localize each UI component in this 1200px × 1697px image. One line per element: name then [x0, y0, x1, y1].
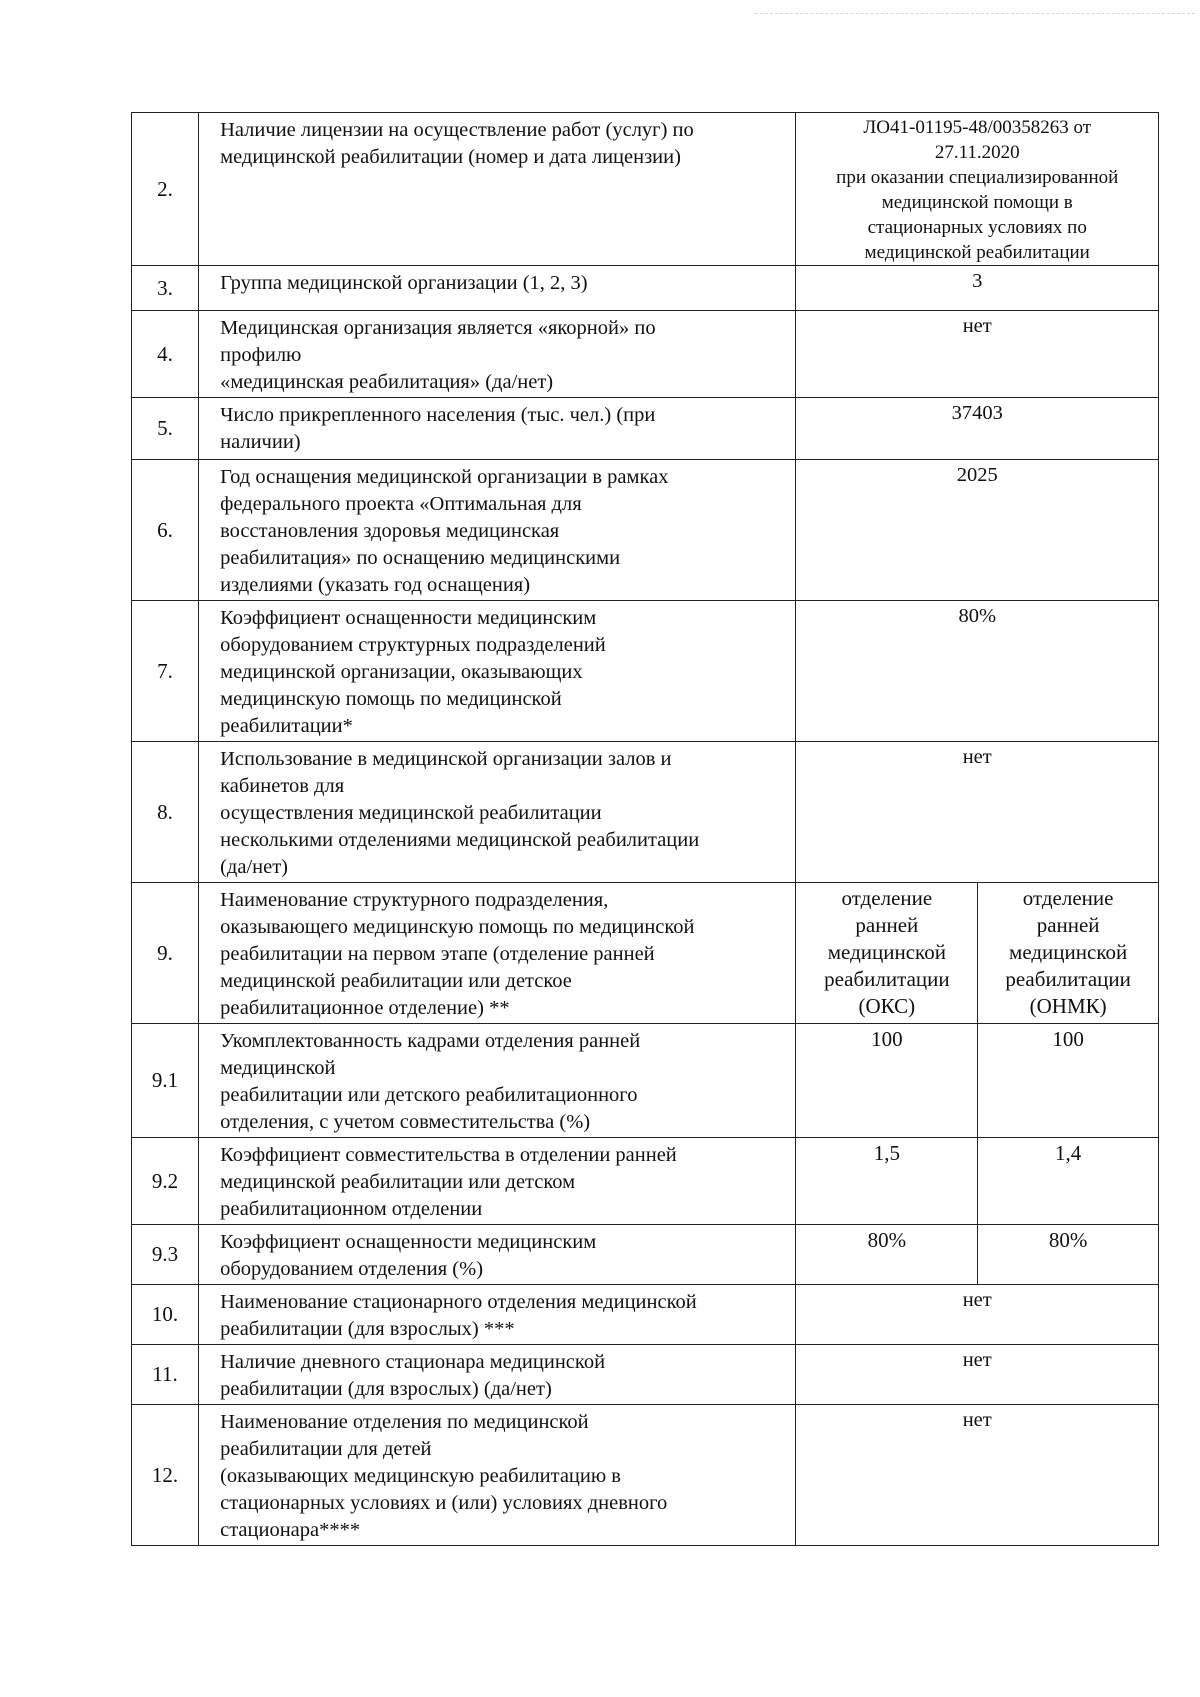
description-line: Использование в медицинской организации залов и	[220, 748, 672, 770]
description-line: федерального проекта «Оптимальная для	[220, 493, 582, 515]
row-value-onmk	[978, 883, 1159, 1024]
value-line: отделение	[1022, 886, 1114, 910]
description-line: профилю	[220, 344, 302, 366]
description-line: Наименование структурного подразделения,	[220, 889, 609, 911]
value-line: нет	[962, 746, 992, 768]
value-line: 80%	[867, 1228, 907, 1252]
value-line: реабилитации	[824, 967, 950, 991]
row-value-onmk	[978, 1138, 1159, 1225]
row-number: 4.	[132, 311, 199, 398]
row-description	[199, 742, 796, 883]
row-number: 8.	[132, 742, 199, 883]
row-value	[796, 742, 1159, 883]
rehabilitation-info-table	[131, 112, 1159, 1546]
row-value	[796, 311, 1159, 398]
description-line: Медицинская организация является «якорной» по	[220, 317, 656, 339]
value-line: ранней	[855, 913, 919, 937]
description-line: Наличие дневного стационара медицинской	[220, 1351, 606, 1373]
value-line: 100	[871, 1027, 903, 1051]
row-number: 9.3	[132, 1225, 199, 1285]
row-number: 2.	[132, 113, 199, 266]
description-line: оказывающего медицинскую помощь по медицинской	[220, 916, 695, 938]
row-number: 7.	[132, 601, 199, 742]
table-body	[132, 113, 1159, 1546]
value-line: (ОКС)	[858, 994, 916, 1018]
description-line: стационарных условиях и (или) условиях дневного	[220, 1492, 668, 1514]
description-line: Группа медицинской организации (1, 2, 3)	[220, 272, 588, 294]
row-description	[199, 1225, 796, 1285]
row-description	[199, 1345, 796, 1405]
value-line: 2025	[956, 464, 998, 486]
description-line: Наличие лицензии на осуществление работ (услуг) по	[220, 119, 694, 141]
value-line: нет	[962, 1349, 992, 1371]
row-description	[199, 113, 796, 266]
table-row	[132, 460, 1159, 601]
description-line: Число прикрепленного населения (тыс. чел.) (при	[220, 404, 656, 426]
description-line: Коэффициент оснащенности медицинским	[220, 1231, 597, 1253]
value-line: ранней	[1036, 913, 1100, 937]
row-description	[199, 266, 796, 311]
row-number: 9.	[132, 883, 199, 1024]
value-line: стационарных условиях по	[867, 217, 1087, 238]
description-line: реабилитации (для взрослых) (да/нет)	[220, 1378, 552, 1400]
value-line: реабилитации	[1005, 967, 1131, 991]
table-row	[132, 113, 1159, 266]
description-line: реабилитации на первом этапе (отделение ранней	[220, 943, 655, 965]
table-row	[132, 311, 1159, 398]
table-row	[132, 1285, 1159, 1345]
value-line: 3	[972, 270, 983, 292]
description-line: (да/нет)	[220, 856, 288, 878]
row-description	[199, 1024, 796, 1138]
description-line: кабинетов для	[220, 775, 345, 797]
description-line: оборудованием отделения (%)	[220, 1258, 484, 1280]
description-line: Наименование отделения по медицинской	[220, 1411, 589, 1433]
value-line: медицинской	[1009, 940, 1128, 964]
description-line: наличии)	[220, 431, 301, 453]
table-row	[132, 1405, 1159, 1546]
row-number: 12.	[132, 1405, 199, 1546]
description-line: медицинской организации, оказывающих	[220, 661, 583, 683]
row-description	[199, 883, 796, 1024]
row-value-oks	[796, 1138, 978, 1225]
description-line: реабилитации*	[220, 715, 353, 737]
description-line: «медицинская реабилитация» (да/нет)	[220, 371, 554, 393]
value-line: 37403	[951, 402, 1003, 424]
row-number: 10.	[132, 1285, 199, 1345]
value-line: 80%	[1048, 1228, 1088, 1252]
row-value	[796, 1285, 1159, 1345]
value-line: 80%	[958, 605, 997, 627]
value-line: 100	[1052, 1027, 1084, 1051]
table-row	[132, 1024, 1159, 1138]
row-description	[199, 601, 796, 742]
row-value	[796, 113, 1159, 266]
description-line: медицинской	[220, 1057, 336, 1079]
value-line: медицинской реабилитации	[864, 242, 1090, 263]
row-number: 9.2	[132, 1138, 199, 1225]
row-value-onmk	[978, 1024, 1159, 1138]
description-line: реабилитационное отделение) **	[220, 997, 510, 1019]
description-line: медицинскую помощь по медицинской	[220, 688, 562, 710]
value-line: медицинской	[827, 940, 946, 964]
table-row	[132, 1225, 1159, 1285]
table-row	[132, 1138, 1159, 1225]
table-row	[132, 742, 1159, 883]
row-number: 9.1	[132, 1024, 199, 1138]
description-line: реабилитации (для взрослых) ***	[220, 1318, 515, 1340]
row-description	[199, 1285, 796, 1345]
value-line: отделение	[841, 886, 933, 910]
description-line: (оказывающих медицинскую реабилитацию в	[220, 1465, 621, 1487]
table-row	[132, 883, 1159, 1024]
row-value	[796, 460, 1159, 601]
description-line: восстановления здоровья медицинская	[220, 520, 560, 542]
row-value	[796, 398, 1159, 460]
description-line: Наименование стационарного отделения медицинской	[220, 1291, 697, 1313]
row-value	[796, 1345, 1159, 1405]
row-value-oks	[796, 1225, 978, 1285]
row-number: 6.	[132, 460, 199, 601]
value-line: 1,4	[1055, 1141, 1082, 1165]
row-value	[796, 1405, 1159, 1546]
row-description	[199, 460, 796, 601]
value-line: 27.11.2020	[934, 142, 1020, 163]
description-line: медицинской реабилитации или детском	[220, 1171, 576, 1193]
row-description	[199, 1138, 796, 1225]
value-line: (ОНМК)	[1029, 994, 1107, 1018]
description-line: осуществления медицинской реабилитации	[220, 802, 602, 824]
value-line: ЛО41-01195-48/00358263 от	[863, 117, 1092, 138]
description-line: Коэффициент совместительства в отделении ранней	[220, 1144, 677, 1166]
table-row	[132, 1345, 1159, 1405]
description-line: несколькими отделениями медицинской реабилитации	[220, 829, 700, 851]
row-number: 11.	[132, 1345, 199, 1405]
row-description	[199, 398, 796, 460]
description-line: медицинской реабилитации (номер и дата лицензии)	[220, 146, 681, 168]
description-line: изделиями (указать год оснащения)	[220, 574, 531, 596]
value-line: нет	[962, 1289, 992, 1311]
table-row	[132, 601, 1159, 742]
row-value	[796, 601, 1159, 742]
description-line: реабилитация» по оснащению медицинскими	[220, 547, 621, 569]
row-value-oks	[796, 1024, 978, 1138]
scan-artifact-line	[755, 13, 1195, 14]
description-line: Коэффициент оснащенности медицинским	[220, 607, 597, 629]
value-line: при оказании специализированной	[836, 167, 1119, 188]
row-description	[199, 311, 796, 398]
row-value-onmk	[978, 1225, 1159, 1285]
value-line: нет	[962, 1409, 992, 1431]
row-value	[796, 266, 1159, 311]
description-line: Год оснащения медицинской организации в рамках	[220, 466, 669, 488]
description-line: реабилитационном отделении	[220, 1198, 483, 1220]
value-line: медицинской помощи в	[881, 192, 1073, 213]
value-line: нет	[962, 315, 992, 337]
description-line: реабилитации для детей	[220, 1438, 432, 1460]
description-line: Укомплектованность кадрами отделения ранней	[220, 1030, 641, 1052]
description-line: стационара****	[220, 1519, 361, 1541]
table-row	[132, 266, 1159, 311]
row-description	[199, 1405, 796, 1546]
value-line: 1,5	[873, 1141, 900, 1165]
row-value-oks	[796, 883, 978, 1024]
description-line: реабилитации или детского реабилитационного	[220, 1084, 638, 1106]
description-line: медицинской реабилитации или детское	[220, 970, 572, 992]
table-row	[132, 398, 1159, 460]
row-number: 5.	[132, 398, 199, 460]
description-line: оборудованием структурных подразделений	[220, 634, 606, 656]
description-line: отделения, с учетом совместительства (%)	[220, 1111, 591, 1133]
row-number: 3.	[132, 266, 199, 311]
